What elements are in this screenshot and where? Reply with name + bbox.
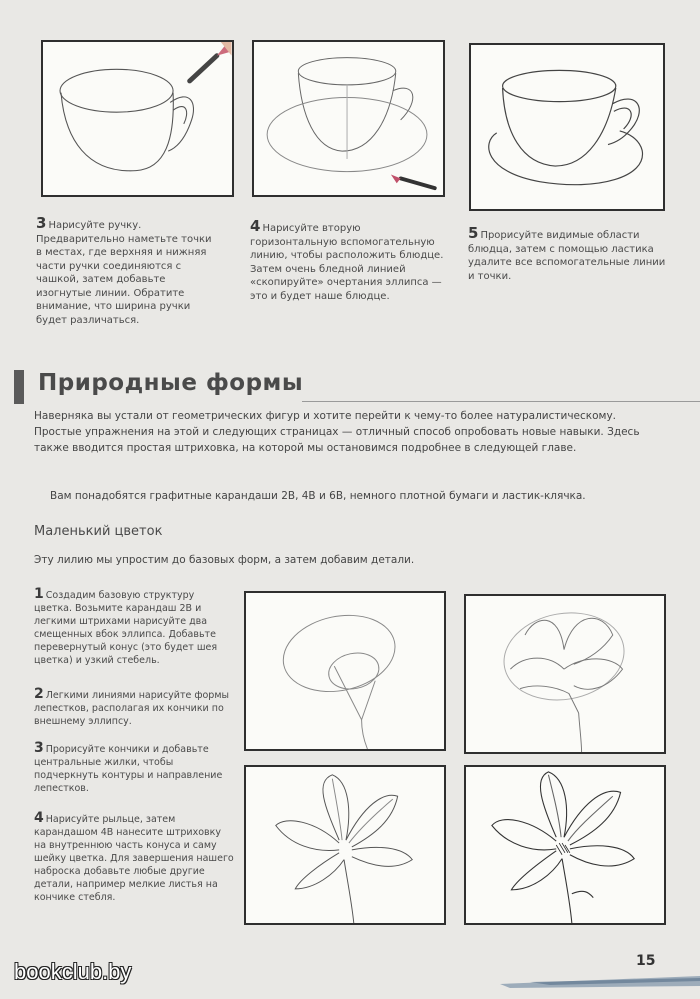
section-heading — [14, 370, 700, 406]
subsection-title: Маленький цветок — [34, 524, 163, 539]
flower-veins-sketch — [246, 767, 444, 923]
flower-step-2-text: Легкими линиями нарисуйте формы лепестков, располагая их кончики по внешнему эллипсу. — [34, 690, 229, 727]
step-3-text: Нарисуйте ручку. Предварительно наметьте точки в местах, где верхняя и нижняя части ручки соединяются с чашкой, затем добавьте изогнутые линии. Обратите внимание, что ширина ручки будет различаться. — [36, 220, 212, 326]
flower-step-3 — [34, 742, 234, 795]
flower-step-3-number: 3 — [34, 740, 44, 756]
cup-saucer-sketch — [254, 42, 443, 195]
cup-handle-sketch — [43, 42, 232, 195]
flower-step-4 — [34, 812, 234, 904]
flower-petals-sketch — [466, 596, 664, 752]
step-4-text: Нарисуйте вторую горизонтальную вспомогательную линию, чтобы расположить блюдце. Затем очень бледной линией «скопируйте» очертания эллипса — это и будет наше блюдце. — [250, 223, 444, 302]
flower-drawing-step-1 — [244, 591, 446, 751]
step-5-text: Прорисуйте видимые области блюдца, затем с помощью ластика удалите все вспомогательные линии и точки. — [468, 230, 666, 282]
step-3-caption — [36, 214, 216, 327]
step-4-caption — [250, 217, 450, 303]
flower-drawing-step-2 — [464, 594, 666, 754]
flower-step-3-text: Прорисуйте кончики и добавьте центральные жилки, чтобы подчеркнуть контуры и направление лепестков. — [34, 744, 223, 794]
flower-drawing-step-4 — [464, 765, 666, 925]
section-materials: Вам понадобятся графитные карандаши 2B, 4B и 6B, немного плотной бумаги и ластик-клячка. — [50, 490, 586, 502]
flower-step-4-number: 4 — [34, 810, 44, 826]
flower-step-1-number: 1 — [34, 586, 44, 602]
flower-drawing-step-3 — [244, 765, 446, 925]
flower-finished-sketch — [466, 767, 664, 923]
subsection-lead: Эту лилию мы упростим до базовых форм, а затем добавим детали. — [34, 554, 415, 566]
cup-drawing-step-3 — [41, 40, 234, 197]
decorative-stripe — [490, 972, 700, 990]
section-title: Природные формы — [38, 370, 304, 396]
step-3-number: 3 — [36, 214, 47, 232]
step-5-number: 5 — [468, 224, 479, 242]
step-4-number: 4 — [250, 217, 261, 235]
flower-step-1 — [34, 588, 234, 667]
flower-step-2-number: 2 — [34, 686, 44, 702]
cup-finished-sketch — [471, 45, 663, 209]
section-intro: Наверняка вы устали от геометрических фигур и хотите перейти к чему-то более натуралистическому. Простые упражнения на этой и следующих страницах — отличный способ опробовать новые навыки. Здесь также вводится простая штриховка, на которой мы остановимся подробнее в следующей главе. — [34, 410, 640, 454]
heading-bar — [14, 370, 24, 404]
watermark: bookclub.by — [14, 959, 132, 984]
step-5-caption — [468, 224, 673, 283]
page-number: 15 — [636, 953, 656, 969]
flower-step-1-text: Создадим базовую структуру цветка. Возьмите карандаш 2B и легкими штрихами нарисуйте два смещенных вбок эллипса. Добавьте перевернутый конус (это будет шея цветка) и узкий стебель. — [34, 590, 218, 666]
flower-step-2 — [34, 688, 234, 728]
flower-step-4-text: Нарисуйте рыльце, затем карандашом 4B нанесите штриховку на внутреннюю часть конуса и саму шейку цветка. Для завершения нашего наброска добавьте любые другие детали, например мелкие листья на кончике стебля. — [34, 814, 234, 903]
flower-ellipses-sketch — [246, 593, 444, 749]
cup-drawing-step-5 — [469, 43, 665, 211]
heading-rule — [302, 401, 700, 402]
cup-drawing-step-4 — [252, 40, 445, 197]
